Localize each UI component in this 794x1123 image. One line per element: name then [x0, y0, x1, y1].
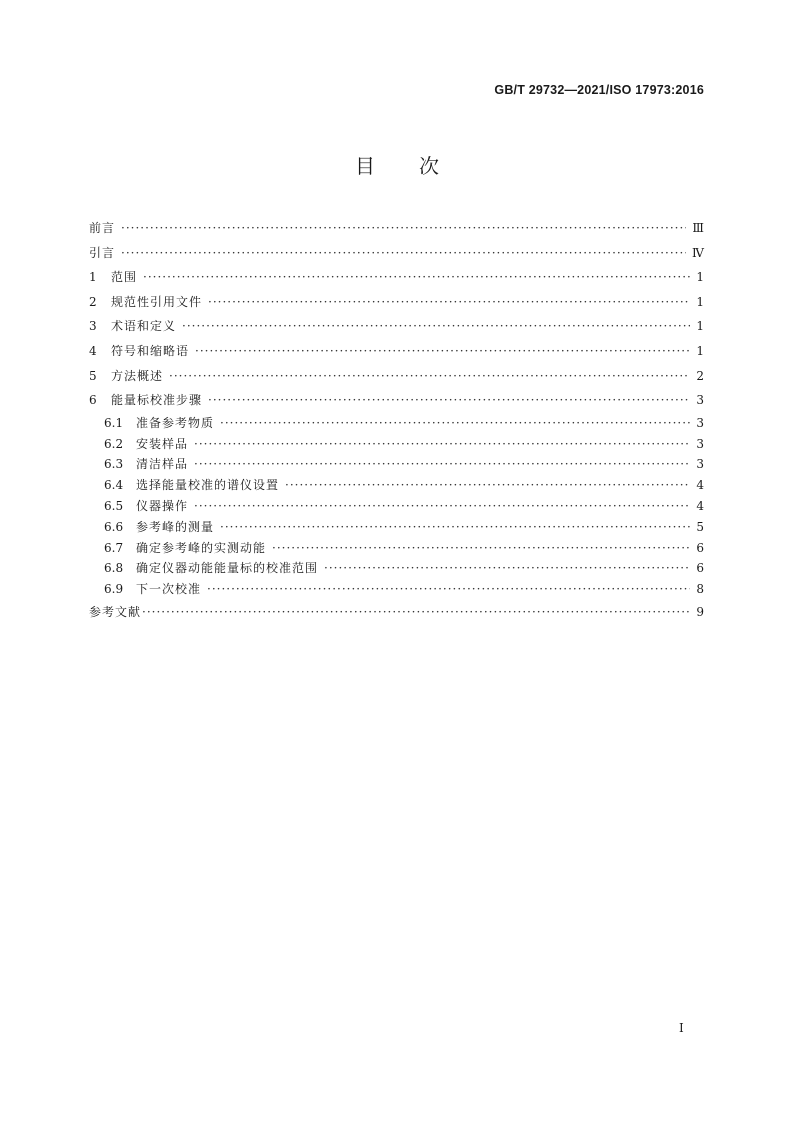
- toc-dot-leader: [208, 388, 690, 413]
- toc-entry-label: 方法概述: [111, 368, 164, 383]
- toc-entry-number: 6: [89, 393, 97, 408]
- toc-entry-number: 1: [89, 270, 97, 285]
- toc-entry[interactable]: [89, 290, 704, 315]
- toc-entry-label: 选择能量校准的谱仪设置: [136, 478, 280, 493]
- toc-entry-number: 6.1: [104, 415, 124, 430]
- toc-dot-leader: [182, 314, 690, 339]
- toc-entry[interactable]: [89, 314, 704, 339]
- toc-dot-leader: [272, 538, 690, 559]
- toc-entry-number: 6.5: [104, 498, 124, 513]
- toc-dot-leader: [169, 364, 690, 389]
- toc-entry[interactable]: [89, 388, 704, 413]
- toc-entry[interactable]: [89, 216, 704, 241]
- toc-entry[interactable]: [89, 538, 704, 559]
- toc-entry[interactable]: [89, 434, 704, 455]
- toc-entry-page: 3: [696, 393, 704, 408]
- footer-page-number: Ⅰ: [679, 1021, 684, 1035]
- toc-dot-leader: [324, 558, 690, 579]
- toc-entry[interactable]: [89, 558, 704, 579]
- toc-dot-leader: [220, 413, 690, 434]
- toc-dot-leader: [194, 496, 690, 517]
- toc-entry-page: 3: [696, 415, 704, 430]
- standard-code-header: GB/T 29732—2021/ISO 17973:2016: [494, 83, 704, 97]
- toc-entry-page: 1: [696, 294, 704, 309]
- toc-dot-leader: [143, 265, 690, 290]
- toc-entry-number: 2: [89, 294, 97, 309]
- toc-entry[interactable]: [89, 579, 704, 600]
- toc-entry-number: 6.7: [104, 540, 124, 555]
- toc-dot-leader: [194, 434, 690, 455]
- toc-entry[interactable]: [89, 517, 704, 538]
- toc-entry-number: 6.2: [104, 436, 124, 451]
- toc-entry-page: 6: [696, 540, 704, 555]
- toc-entry-label: 安装样品: [136, 436, 189, 451]
- toc-entry[interactable]: [89, 265, 704, 290]
- toc-dot-leader: [121, 241, 686, 266]
- toc-entry-label: 清洁样品: [136, 457, 189, 472]
- toc-entry-page: 8: [696, 582, 704, 597]
- toc-entry-number: 4: [89, 343, 97, 358]
- toc-dot-leader: [220, 517, 690, 538]
- toc-entry-number: 6.9: [104, 582, 124, 597]
- toc-dot-leader: [207, 579, 690, 600]
- page-title: 目次: [355, 154, 483, 178]
- toc-entry[interactable]: [89, 496, 704, 517]
- toc-dot-leader: [195, 339, 690, 364]
- toc-entry-page: 1: [696, 270, 704, 285]
- toc-dot-leader: [208, 290, 690, 315]
- toc-dot-leader: [121, 216, 686, 241]
- toc-entry-label: 参考文献: [89, 604, 142, 619]
- toc-entry-page: 1: [696, 319, 704, 334]
- toc-entry-label: 确定仪器动能能量标的校准范围: [136, 561, 319, 576]
- toc-entry-page: 4: [696, 498, 704, 513]
- toc-entry[interactable]: [89, 364, 704, 389]
- toc-entry[interactable]: [89, 600, 704, 625]
- toc-entry-number: 5: [89, 368, 97, 383]
- toc-entry-number: 3: [89, 319, 97, 334]
- toc-entry-label: 范围: [111, 270, 138, 285]
- toc-entry-number: 6.6: [104, 519, 124, 534]
- toc-entry-number: 6.3: [104, 457, 124, 472]
- toc-entry-label: 前言: [89, 221, 116, 235]
- toc-entry-page: Ⅲ: [692, 221, 704, 235]
- toc-entry-page: 4: [696, 478, 704, 493]
- table-of-contents: [89, 216, 704, 625]
- toc-entry-page: 9: [696, 604, 704, 619]
- toc-entry-label: 规范性引用文件: [111, 294, 203, 309]
- toc-entry-page: 3: [696, 457, 704, 472]
- toc-entry-page: 3: [696, 436, 704, 451]
- toc-dot-leader: [194, 454, 690, 475]
- toc-entry-label: 能量标校准步骤: [111, 393, 203, 408]
- toc-entry-label: 符号和缩略语: [111, 343, 190, 358]
- toc-entry-page: 2: [696, 368, 704, 383]
- toc-entry-label: 参考峰的测量: [136, 519, 215, 534]
- toc-entry[interactable]: [89, 413, 704, 434]
- toc-entry-label: 仪器操作: [136, 498, 189, 513]
- toc-dot-leader: [285, 475, 690, 496]
- toc-entry-page: Ⅳ: [692, 245, 704, 260]
- toc-entry[interactable]: [89, 339, 704, 364]
- toc-entry-number: 6.4: [104, 478, 124, 493]
- toc-entry-number: 6.8: [104, 561, 124, 576]
- toc-entry-page: 6: [696, 561, 704, 576]
- toc-entry-label: 下一次校准: [136, 582, 202, 597]
- toc-entry[interactable]: [89, 241, 704, 266]
- toc-entry[interactable]: [89, 454, 704, 475]
- toc-entry-page: 1: [696, 343, 704, 358]
- toc-dot-leader: [142, 600, 690, 625]
- toc-entry-label: 术语和定义: [111, 319, 177, 334]
- toc-entry-page: 5: [696, 519, 704, 534]
- toc-entry[interactable]: [89, 475, 704, 496]
- toc-entry-label: 引言: [89, 245, 116, 260]
- toc-entry-label: 准备参考物质: [136, 415, 215, 430]
- toc-entry-label: 确定参考峰的实测动能: [136, 540, 267, 555]
